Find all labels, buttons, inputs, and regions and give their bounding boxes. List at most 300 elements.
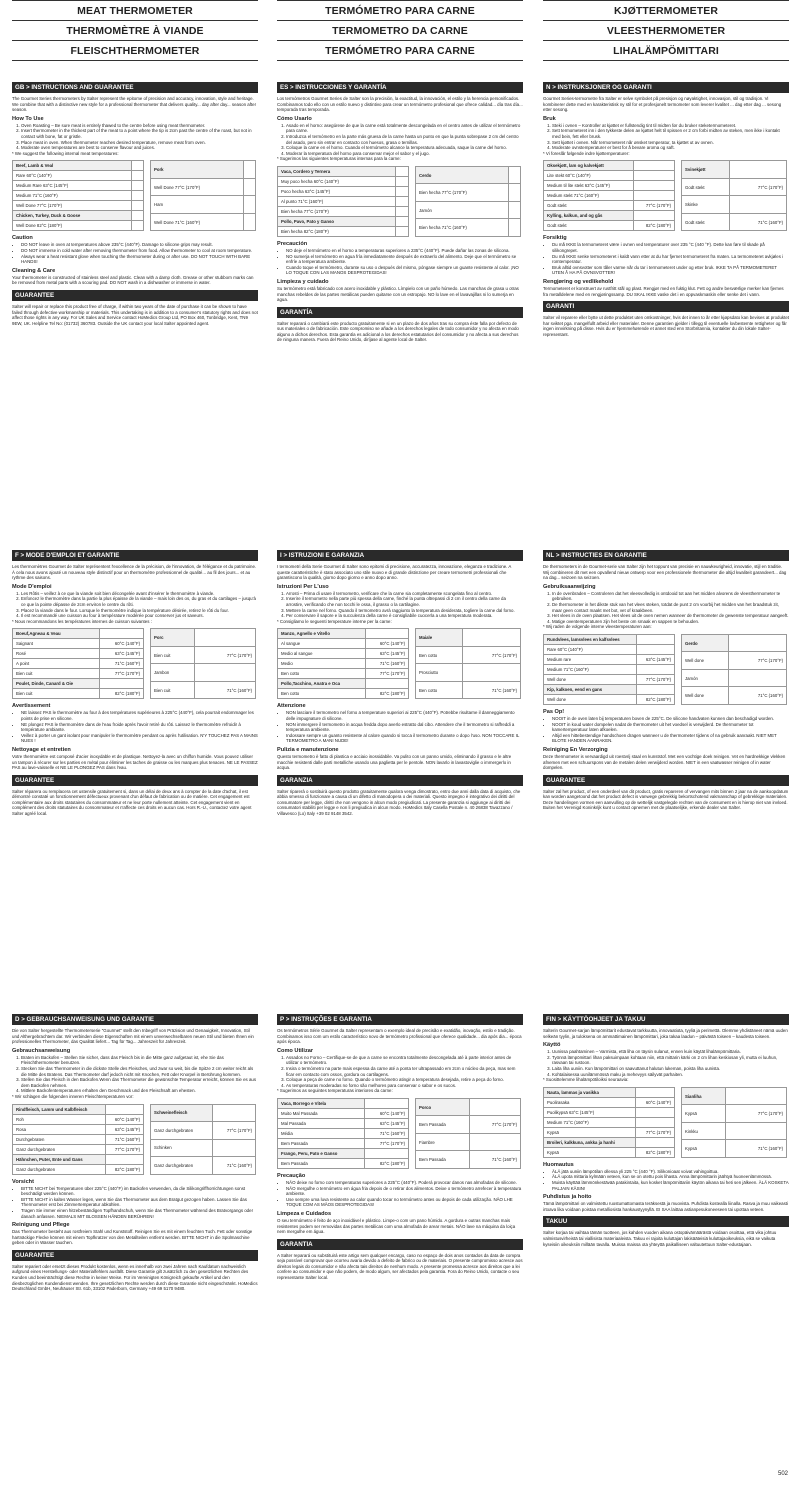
table-cell: Medium stekt 71°C (160°F): [544, 191, 634, 201]
table-cell: Bien cuit: [151, 646, 195, 664]
table-row: [151, 681, 256, 699]
table-cell-value: 82°C (180°F): [366, 689, 409, 699]
table-cell: Bien hecha 77°C (170°F): [416, 184, 509, 202]
language-header: F > MODE D'EMPLOI ET GARANTIE: [12, 550, 258, 561]
table-row: [13, 1134, 144, 1144]
table-cell: Godt stekt: [682, 178, 730, 196]
table-cell-value: [212, 1139, 255, 1157]
care-heading: Cleaning & Care: [12, 267, 56, 274]
table-cell: Rosé: [13, 649, 100, 659]
table-cell: Fiambre: [416, 1133, 470, 1151]
table-row: [278, 1108, 409, 1118]
table-cell-value: 71°C (160°F): [212, 1157, 255, 1175]
suggest-text: * Sugerimos las siguientes temperaturas internas para la carne:: [277, 156, 401, 162]
table-cell: Kylling, kalkun, and og gås: [544, 211, 634, 221]
meat-temp-table: [277, 166, 409, 237]
intro-text: Gourmet Series-termometre fra Salter er selve symbolet på presisjon og nøyaktighet, innovasjon, stil og tradisjon. Vi kombinerer dette med en karakteristisk ny stil for et profesjonelt termometer som leverer kvalitet ... dag etter dag ... sesong etter sesong.: [543, 96, 782, 113]
table-cell: Well done: [544, 694, 637, 704]
table-cell-value: 63°C (145°F): [100, 649, 144, 659]
table-row: [13, 171, 144, 181]
table-cell: Well done: [682, 687, 729, 705]
step: 2. Työnnä lämpömittari lihan paksuimpaan kohtaan niin, että mittarin kärki on 2 cm lihan keskiosan yli, mutta ei luuhun, rasvaan tai rustoon.: [552, 1055, 789, 1066]
table-cell: Vaca, Borrego e Vitela: [278, 1098, 365, 1108]
caution-item: • NON immergere il termometro in acqua fredda dopo averlo estratto dal cibo. Attendere che il termometro si raffreddi a temperatura ambiente.: [286, 722, 523, 733]
table-row: [544, 1127, 675, 1137]
guarantee-text: Salter réparera ou remplacera cet ustensile gratuitement si, dans un délai de deux ans à compter de la date d'achat, il est démontré constaté un fonctionnement défectueux provenant d'un défaut de fabrication ou de matière. Cet engagement est complémentaire aux droits statutaires du consommateur et ne leur porte nullement atteinte. Cet engagement vient en complément des droits statutaires du consommateur et n'affecte ces droits en aucun cas. Hors R.-U., contactez votre agent Salter agréé local.: [12, 788, 252, 817]
table-cell: Manzo, Agnello e Vitello: [278, 629, 366, 639]
table-cell-value: 77°C (170°F): [364, 1138, 408, 1148]
table-cell-value: 82°C (180°F): [637, 694, 675, 704]
table-cell-value: [396, 206, 409, 216]
table-cell: Ben cotto: [278, 669, 366, 679]
table-cell-value: [366, 629, 409, 639]
table-row: [151, 1157, 256, 1175]
table-row: [13, 1164, 144, 1174]
table-cell: Godt stekt: [682, 213, 730, 231]
step: 1. Uunissa paahtaminen – Varmista, että liha on täysin sulanut, ennen kuin käytät lihalämpömittaria.: [552, 1049, 789, 1055]
guarantee-header: GUARANTEE: [543, 775, 789, 786]
step: 3. Place meat in oven. When thermometer reaches desired temperature, remove meat from oven.: [21, 140, 258, 146]
table-cell-value: 82°C (180°F): [105, 1164, 143, 1174]
table-cell-value: 82°C (180°F): [100, 689, 144, 699]
table-cell-value: [396, 186, 409, 196]
table-cell-value: [509, 201, 521, 219]
table-row: [416, 629, 521, 647]
table-cell: Bien hecha 77°C (170°F): [278, 206, 396, 216]
caution-heading: Precaução: [277, 1172, 306, 1179]
table-cell-value: 63°C (145°F): [105, 1124, 143, 1134]
table-row: [278, 186, 409, 196]
table-row: [544, 634, 675, 644]
guarantee-text: A Salter reparará ou substituirá este artigo sem qualquer encargo, caso no espaço de dois anos contados da data de compra seja possível comprovar que ocorreu avaria devido a defeito de fabrico ou de materiais. O presente compromisso acresce aos direitos legais do consumidor e não afecta tais direitos de nenhum modo. A presente promessa acresce aos direitos que a lei confere ao consumidor e que não podem, de modo algum, ser afectados pela garantia. Fora do Reino Unido, contacte o seu representante Salter local.: [277, 1252, 523, 1281]
table-cell-value: [637, 664, 675, 674]
table-cell-value: [637, 684, 675, 694]
language-section: [543, 78, 789, 339]
table-cell-value: [469, 1133, 520, 1151]
table-cell-value: 71°C (160°F): [463, 681, 521, 699]
table-cell: Sianliha: [682, 1087, 726, 1105]
table-cell-value: 77°C (170°F): [212, 1122, 255, 1140]
step: 4. Matige oventemperaturen zijn het beste om smaak en sappen te behouden.: [552, 619, 789, 625]
table-cell: Poco hecha 63°C (145°F): [278, 186, 396, 196]
table-cell-value: [105, 1154, 143, 1164]
step: 4. Mittlere Backofentemperaturen erhalten den Geschmack und den Fleischsaft am ehesten.: [21, 1088, 258, 1094]
table-row: [151, 178, 256, 196]
table-cell-value: 60°C (140°F): [100, 639, 144, 649]
table-row: [278, 1128, 409, 1138]
table-cell-value: 71°C (160°F): [195, 681, 256, 699]
how-to-use-heading: Istruzioni Per L'uso: [277, 583, 329, 590]
suggest-text: * Consigliamo le seguenti temperature interne per la carne:: [277, 618, 392, 624]
table-row: [278, 679, 409, 689]
language-section: [12, 78, 258, 328]
product-title: KJØTTERMOMETER: [543, 1, 789, 21]
guarantee-text: Salter will repair or replace this product free of charge, if within two years of the date of purchase it can be shown to have failed through defective workmanship or materials. This undertaking is in addition to a consumer's statutory rights and does not affect those rights in any way. For UK Sales and Service contact HoMedics Group Ltd, PO Box 460, Tonbridge, Kent, TN9 9EW, UK. Helpline Tel No: (01732) 360783. Outside the UK contact your local Salter appointed agent.: [12, 303, 258, 326]
table-cell-value: 71°C (160°F): [364, 1128, 408, 1138]
step: 3. Coloque la carne en el horno. Cuando el termómetro alcance la temperatura adecuada, saque la carne del horno.: [286, 145, 523, 151]
table-cell: Schinken: [151, 1139, 213, 1157]
step: 1. Steki i ovnen – Kontroller at kjøttet er fullstendig tint til midten før du bruker steketermometeret.: [552, 123, 789, 129]
table-row: [416, 646, 521, 664]
temperature-tables: [543, 160, 789, 231]
table-row: [278, 669, 409, 679]
table-cell: Ganz durchgebraten: [151, 1157, 213, 1175]
table-cell-value: 71°C (160°F): [105, 1134, 143, 1144]
table-cell-value: [469, 1098, 520, 1116]
table-cell: Well Done 77°C (170°F): [151, 178, 244, 196]
table-cell-value: 82°C (180°F): [364, 1158, 408, 1168]
table-cell-value: 77°C (170°F): [463, 646, 521, 664]
step: 2. Stecken Sie das Thermometer in die dickste Stelle des Fleisches, und zwar so weit, bis die Spitze 2 cm weiter reicht als die Mitte des Bratens. Das Thermometer darf jedoch nicht mit Knochen, Fett oder Knorpel in Berührung kommen.: [21, 1066, 258, 1077]
table-cell: Godt stekt: [544, 221, 634, 231]
step: 2. Inserire il termometro nella parte più spessa della carne, finché la punta oltrepassi di 2 cm il centro della carne da arrostire, verificando che non tocchi le ossa, il grasso o la cartilagine.: [286, 596, 523, 607]
table-cell: Broileri, kalkkuna, ankka ja hanhi: [544, 1137, 636, 1147]
table-cell-value: 77°C (170°F): [195, 646, 256, 664]
guarantee-header: GARANTI: [543, 301, 789, 312]
table-cell-value: 63°C (145°F): [637, 654, 675, 664]
table-cell: Medio al sangue: [278, 649, 366, 659]
caution-item: • DO NOT leave in oven at temperatures above 235°C (440°F). Damage to silicone grips may result.: [21, 242, 258, 248]
table-cell-value: 77°C (170°F): [105, 1144, 143, 1154]
table-cell-value: 63°C (145°F): [366, 649, 409, 659]
caution-heading: Attenzione: [277, 703, 306, 710]
table-row: [682, 196, 787, 214]
product-title: TERMÓMETRO PARA CARNE: [277, 41, 523, 61]
language-header: NL > INSTRUCTIES EN GARANTIE: [543, 550, 789, 561]
caution-heading: Avertissement: [12, 703, 51, 710]
suggest-text: * Nous recommandons les températures internes de cuisson suivantes :: [12, 618, 152, 624]
table-cell-value: [637, 634, 675, 644]
pork-temp-table: [150, 160, 256, 231]
column-1: [12, 0, 258, 1292]
care-heading: Nettoyage et entretien: [12, 746, 71, 753]
table-row: [416, 681, 521, 699]
table-row: [278, 1148, 409, 1158]
caution-item: • Always wear a heat resistant glove when touching the thermometer during or after use. DO NOT TOUCH WITH BARE HANDS!: [21, 254, 258, 265]
table-row: [13, 201, 144, 211]
table-row: [544, 211, 675, 221]
meat-temp-table: [12, 160, 144, 231]
table-cell-value: 71°C (160°F): [730, 213, 787, 231]
temperature-tables: [12, 1104, 258, 1175]
table-cell-value: [195, 664, 256, 682]
table-row: [278, 216, 409, 226]
care-heading: Limpieza y cuidado: [277, 278, 329, 285]
table-cell-value: [132, 201, 144, 211]
table-cell: Ganz durchgebraten: [13, 1144, 106, 1154]
table-cell-value: 82°C (180°F): [633, 221, 674, 231]
table-row: [278, 689, 409, 699]
guarantee-header: GUARANTEE: [12, 1250, 258, 1261]
pork-temp-table: [415, 628, 521, 699]
page-number: 502: [777, 1471, 788, 1477]
table-row: [682, 669, 787, 687]
table-cell-value: [728, 634, 786, 652]
caution-item: • NÃO deixe no forno com temperaturas superiores a 225°C (440°F). Poderá provocar danos nas almofadas de silicone.: [286, 1180, 523, 1186]
care-text: Su termómetro está fabricado con acero inoxidable y plástico. Límpielo con un paño húmedo. Las manchas de grasa u otras manchas rebeldes de las partes metálicas pueden quitarse con un estropajo. NO lo lave en el lavavajillas ni lo sumerja en agua.: [277, 285, 519, 303]
table-cell: Bem Passada: [416, 1116, 470, 1134]
care-heading: Reiniging En Verzorging: [543, 746, 608, 753]
table-cell: Medium 71°C (160°F): [544, 1117, 636, 1127]
table-cell: Porco: [416, 1098, 470, 1116]
table-cell: Oksekjøtt, lam og kalvekjøtt: [544, 161, 634, 171]
care-heading: Rengjøring og vedlikehold: [543, 278, 614, 285]
care-text: Your thermometer is constructed of stainless steel and plastic. Clean with a damp cloth. Grease or other stubborn marks can be removed from metal parts with a scouring pad. DO NOT wash in a dishwasher or immerse in water.: [12, 274, 254, 286]
table-row: [151, 213, 256, 231]
table-cell-value: [212, 1104, 255, 1122]
guarantee-header: GUARANTEE: [12, 775, 258, 786]
table-row: [544, 654, 675, 664]
pork-temp-table: [415, 166, 521, 237]
how-to-use-heading: Gebruiksaanwijzing: [543, 583, 596, 590]
table-row: [682, 161, 787, 179]
table-cell: Puolikypsä 63°C (145°F): [544, 1107, 636, 1117]
table-cell: Rosa: [13, 1124, 106, 1134]
table-cell: Gerdo: [682, 634, 729, 652]
table-cell-value: 60°C (140°F): [105, 1114, 143, 1124]
table-row: [544, 1107, 675, 1117]
column-2: [277, 0, 523, 1281]
caution-item: • Tragen Sie immer einen hitzebeständigen Topfhandschuh, wenn Sie das Thermometer während des Bratvorgangs oder danach anfassen. NIEMALS MIT BLOSSEN HÄNDEN BERÜHREN!: [21, 1208, 258, 1219]
table-cell: Pollo, Pavo, Pato y Ganso: [278, 216, 396, 226]
language-header: P > INSTRUÇÕES E GARANTIA: [277, 1014, 523, 1025]
temperature-tables: [277, 628, 523, 699]
table-row: [544, 221, 675, 231]
table-cell-value: 71°C (160°F): [726, 1140, 787, 1158]
table-cell: Puolirasaka: [544, 1097, 636, 1107]
intro-text: Los termómetros Gourmet Series de Salter son la precisión, la exactitud, la innovación, el estilo y la herencia personificados. Combinamos todo ello con un estilo nuevo y distintivo para crear un termómetro profesional que ofrece calidad... día tras día... temporada tras temporada.: [277, 96, 523, 113]
table-cell: Média: [278, 1128, 365, 1138]
table-row: [151, 664, 256, 682]
table-cell: Bien cuit: [151, 681, 195, 699]
table-cell: Kypsä: [682, 1105, 726, 1123]
table-cell: Ben cotto: [278, 689, 366, 699]
table-cell-value: 71°C (160°F): [728, 687, 786, 705]
steps-list: [543, 591, 789, 625]
table-row: [278, 166, 409, 176]
table-cell: Nauta, lammas ja vasikka: [544, 1087, 636, 1097]
language-section: [277, 78, 523, 345]
pork-temp-table: [150, 1104, 256, 1175]
step: 3. Laita liha uuniin. Kun lämpömittari on saavuttanut halutun lukeman, poista liha uunista.: [552, 1066, 789, 1072]
table-cell: Skinke: [682, 196, 730, 214]
table-row: [544, 1097, 675, 1107]
table-cell: Medium 71°C (160°F): [544, 664, 637, 674]
suggest-text: * Sugerimos as seguintes temperaturas interiores da carne:: [277, 1088, 393, 1094]
table-row: [13, 1124, 144, 1134]
table-row: [151, 1104, 256, 1122]
table-cell: Porc: [151, 629, 195, 647]
table-row: [416, 166, 521, 184]
table-cell-value: [726, 1087, 787, 1105]
table-cell: Bem Passada: [278, 1158, 365, 1168]
temperature-tables: [277, 1098, 523, 1169]
step: 2. Sett termometeret inn i den tykkeste delen av kjøttet helt til spissen er 2 cm forbi midten av steken, men ikke i kontakt med bein, fett eller brusk.: [552, 128, 789, 139]
table-cell-value: 77°C (170°F): [726, 1105, 787, 1123]
table-cell-value: [633, 161, 674, 171]
step: 4. Moderate oven temperatures are best to conserve flavour and juices.: [21, 145, 258, 151]
table-row: [13, 649, 144, 659]
table-row: [544, 1087, 675, 1097]
table-cell-value: [364, 1098, 408, 1108]
table-cell-value: [243, 178, 255, 196]
table-cell: Well Done 71°C (160°F): [151, 213, 244, 231]
caution-item: • Bruk alltid ovnsvotter som tåler varme når du tar i termometeret under og etter bruk. IKKE TA PÅ TERMOMETERET UTEN Å HA PÅ OVNSVOTTER!: [552, 265, 789, 276]
table-cell-value: [637, 644, 675, 654]
care-heading: Puhdistus ja hoito: [543, 1194, 592, 1201]
pork-temp-table: [681, 1087, 787, 1158]
table-cell-value: [396, 216, 409, 226]
guarantee-text: Salter riparerà o sostituirà questo prodotto gratuitamente qualora venga dimostrato, entro due anni dalla data di acquisto, che abbia smesso di funzionare a causa di un difetto di manodopera o dei materiali. Questo impegno è integrativo dei diritti del consumatore per legge, diritti che non vengono in alcun modo pregiudicati. La presente garanzia si aggiunge ai diritti dei consumatori stabiliti per legge e non li pregiudica in alcun modo. HoMedics Italy Casella Postale n. 40 26838 Tavazzano / Villavesco (Lo) Italy +39 02 9148 3542.: [277, 788, 521, 817]
table-row: [416, 219, 521, 237]
step: 4. Moderate ovnstemperaturer er best for å bevare aroma og saft.: [552, 145, 789, 151]
temperature-tables: [543, 634, 789, 705]
caution-item: • Indossare sempre un guanto resistente al calore quando si tocca il termometro durante o dopo l'uso. NON TOCCARE IL TERMOMETRO A MANI NUDE!: [286, 733, 523, 744]
table-row: [416, 1151, 521, 1169]
step: 3. Placez la viande dans le four. Lorsque le thermomètre indique la température désirée, retirez le rôti du four.: [21, 608, 258, 614]
table-cell-value: [243, 161, 255, 179]
table-cell-value: [726, 1122, 787, 1140]
table-row: [682, 1105, 787, 1123]
table-cell-value: 71°C (160°F): [100, 659, 144, 669]
step: 1. Les Rôtis – veillez à ce que la viande soit bien décongelée avant d'insérer le thermomètre à viande.: [21, 591, 258, 597]
table-cell: Bien hecha 82°C (180°F): [278, 226, 396, 236]
table-cell-value: [633, 191, 674, 201]
table-cell-value: 71°C (160°F): [469, 1151, 520, 1169]
table-cell-value: [635, 1107, 674, 1117]
pork-temp-table: [150, 628, 256, 699]
guarantee-text: Salter reparará o cambiará este producto gratuitamente si en un plazo de dos años tras su compra éste falla por defecto de sus materiales o de fabricación. Este compromiso se añade a los derechos legales de todo consumidor y no afecta en modo alguno a dichos derechos. Esta garantía es adicional a los derechos estatutarios del consumidor y no afecta a sus derechos de ninguna manera. Fuera del Reino Unido, diríjase al agente local de Salter.: [277, 320, 519, 343]
steps-list: [12, 123, 258, 151]
language-header: I > ISTRUZIONI E GARANZIA: [277, 550, 523, 561]
table-row: [151, 629, 256, 647]
table-cell-value: [132, 161, 144, 171]
step: 1. Oven Roasting – Be sure meat is entirely thawed to the centre before using meat thermometer.: [21, 123, 258, 129]
table-row: [544, 201, 675, 211]
table-cell-value: [132, 171, 144, 181]
temperature-tables: [12, 160, 258, 231]
caution-item: • ÄLÄ upota mittaria kylmään veteen, kun se on otettu pois lihasta. Anna lämpömittarin jäähtyä huoneenlämmössä.: [552, 1174, 789, 1180]
caution-item: • Altijd een hittebestendige handschoen dragen wanneer u de thermometer tijdens of na gebruik aanraakt. NIET MET BLOTE HANDEN AANRAKEN.: [552, 733, 789, 744]
table-row: [682, 1140, 787, 1158]
intro-text: The Gourmet Series thermometers by Salter represent the epitome of precision and accuracy, innovation, style and heritage. We combine that with a distinctive new style for a professional thermometer that delivers quality... day after day... season after season.: [12, 96, 257, 113]
table-row: [151, 161, 256, 179]
table-row: [278, 649, 409, 659]
steps-list: [543, 123, 789, 151]
step: 3. Sett kjøttet i ovnen. Når termometeret når ønsket temperatur, ta kjøttet ut av ovnen.: [552, 140, 789, 146]
language-header: GB > INSTRUCTIONS AND GUARANTEE: [12, 82, 258, 93]
table-cell-value: [100, 629, 144, 639]
table-cell: Well done: [682, 652, 729, 670]
table-cell: Chicken, Turkey, Duck & Goose: [13, 211, 132, 221]
caution-item: • ÄLÄ jätä uuniin lämpötilan ollessa yli 225 °C (440 °F). Silikonioaat voivat vahingoittua.: [552, 1169, 789, 1175]
table-cell-value: [633, 211, 674, 221]
pork-temp-table: [415, 1098, 521, 1169]
suggest-text: * We suggest the following internal meat temperatures:: [12, 150, 119, 156]
table-row: [278, 659, 409, 669]
table-cell: Kypsä: [544, 1147, 636, 1157]
table-cell-value: [509, 166, 521, 184]
table-row: [682, 213, 787, 231]
table-row: [151, 646, 256, 664]
table-row: [682, 634, 787, 652]
table-row: [13, 1144, 144, 1154]
table-row: [13, 221, 144, 231]
table-cell: Maiale: [416, 629, 463, 647]
how-to-use-heading: Käyttö: [543, 1042, 561, 1049]
table-row: [278, 1098, 409, 1108]
care-text: Questo termometro è fatto di plastica e acciaio inossidabile. Va pulito con un panno umido, eliminando il grasso e le altre macchie resistenti dalle parti metalliche usando una paglietta per le pentole. NON lavarlo in lavastoviglie o immergerlo in acqua.: [277, 753, 512, 771]
table-cell: Muito Mal Passada: [278, 1108, 365, 1118]
table-cell: Hähnchen, Puter, Ente und Gans: [13, 1154, 106, 1164]
step: 2. Enfoncez le thermomètre dans la partie la plus épaisse de la viande – mais loin des os, du gras et du cartilages – jusqu'à ce que la pointe dépasse de 2cm environ le centre du rôti.: [21, 596, 258, 607]
pork-temp-table: [681, 160, 787, 231]
table-cell: Svinekjøtt: [682, 161, 730, 179]
caution-item: • NOOIT in koud water dompelen nadat de thermometer uit het voedsel is verwijderd. De thermometer tot kamertemperatuur laten afkoelen.: [552, 722, 789, 733]
table-cell: Mal Passada: [278, 1118, 365, 1128]
caution-item: • Du må IKKE la termometeret være i ovnen ved temperaturer over 235 °C (440 °F). Dette kan føre til skade på silikongrepet.: [552, 242, 789, 253]
guarantee-text: Salter vil reparere eller bytte ut dette produktet uten omkostninger, hvis det innen to år etter kjøpsdato kan bevises at produktet har sviktet pga. mangelfullt arbeid eller materialer. Denne garantien gjelder i tillegg til eventuelle lovbestemte rettigheter og får ingen innvirkning på disse. Hvis du er hjemmehørende et annet sted enn Storbritannia, kontakter du din lokale Salter-representant.: [543, 315, 790, 337]
table-cell-value: [728, 669, 786, 687]
table-row: [416, 201, 521, 219]
caution-item: • BITTE NICHT in kaltes Wasser legen, wenn Sie das Thermometer aus dem Bratgut gezogen haben. Lassen Sie das Thermometer erst bei Zimmertemperatur abkühlen.: [21, 1197, 258, 1208]
caution-item: • Use sempre uma luva resistente ao calor quando tocar no termómetro antes ou depois de cada utilização. NÃO LHE TOQUE COM AS MÃOS DESPROTEGIDAS!: [286, 1197, 523, 1208]
table-cell: Medium 71°C (160°F): [13, 191, 132, 201]
table-cell: Kypsä: [682, 1140, 726, 1158]
product-title: LIHALÄMPÖMITTARI: [543, 41, 789, 61]
caution-item: • NE plongez PAS le thermomètre dans de l'eau froide après l'avoir retiré du rôti. Laissez le thermomètre refroidir à température ambiante.: [21, 722, 258, 733]
table-row: [13, 1154, 144, 1164]
column-titles: [543, 0, 789, 61]
table-cell-value: [243, 196, 255, 214]
steps-list: [277, 1055, 523, 1089]
caution-item: • NO deje el termómetro en el horno a temperaturas superiores a 235°C (440°F). Puede dañar las zonas de silicona.: [286, 248, 523, 254]
table-cell: Cerdo: [416, 166, 509, 184]
table-row: [682, 1087, 787, 1105]
table-row: [13, 629, 144, 639]
caution-item: • NOOIT in de oven laten bij temperaturen boven de 225°C. De silicone handvaten kunnen dan beschadigd worden.: [552, 716, 789, 722]
temperature-tables: [12, 628, 258, 699]
table-row: [278, 1118, 409, 1128]
guarantee-header: GARANZIA: [277, 775, 523, 786]
table-cell: Jamón: [416, 201, 509, 219]
table-row: [13, 211, 144, 221]
table-cell: Well Done 77°C (170°F): [13, 201, 132, 211]
intro-text: Die von Salter hergestellte Thermometerserie "Gourmet" stellt den Inbegriff von Präzision und Genauigkeit, Innovation, Stil und Althergebrachtem dar. Wir verbinden diese Eigenschaften mit einem unverwechselbaren neuen Stil und bieten Ihnen ein professionelles Thermometer, das Qualität liefert... Tag für Tag... Jahreszeit für Jahreszeit.: [12, 1028, 254, 1045]
guarantee-header: GUARANTEE: [12, 290, 258, 301]
table-row: [278, 206, 409, 216]
how-to-use-heading: Bruk: [543, 115, 556, 122]
pork-temp-table: [681, 634, 787, 705]
table-row: [544, 1117, 675, 1127]
table-cell-value: [730, 196, 787, 214]
table-cell: Ganz durchgebraten: [151, 1122, 213, 1140]
table-cell-value: [635, 1087, 674, 1097]
table-row: [544, 694, 675, 704]
table-cell-value: [195, 629, 256, 647]
meat-temp-table: [12, 1104, 144, 1175]
how-to-use-heading: How To Use: [12, 115, 44, 122]
care-text: Das Thermometer besteht aus rostfreiem Stahl und Kunststoff. Reinigen Sie es mit einem feuchten Tuch. Fett oder sonstige hartnäckige Flecke können mit einem Topfkratzer von den Metallteilen entfernt werden. BITTE NICHT in die Spülmaschine geben oder in Wasser tauchen.: [12, 1229, 253, 1246]
care-heading: Limpeza e Cuidados: [277, 1210, 332, 1217]
temperature-tables: [543, 1087, 789, 1158]
table-cell-value: [396, 196, 409, 206]
meat-temp-table: [12, 628, 144, 699]
table-cell: Saignant: [13, 639, 100, 649]
caution-heading: Vorsicht: [12, 1178, 34, 1185]
product-title: TERMÓMETRO PARA CARNE: [277, 1, 523, 21]
caution-item: • NÃO mergulhe o termómetro em água fria depois de o retirar dos alimentos. Deixe o termómetro arrefecer à temperatura ambiente.: [286, 1186, 523, 1197]
